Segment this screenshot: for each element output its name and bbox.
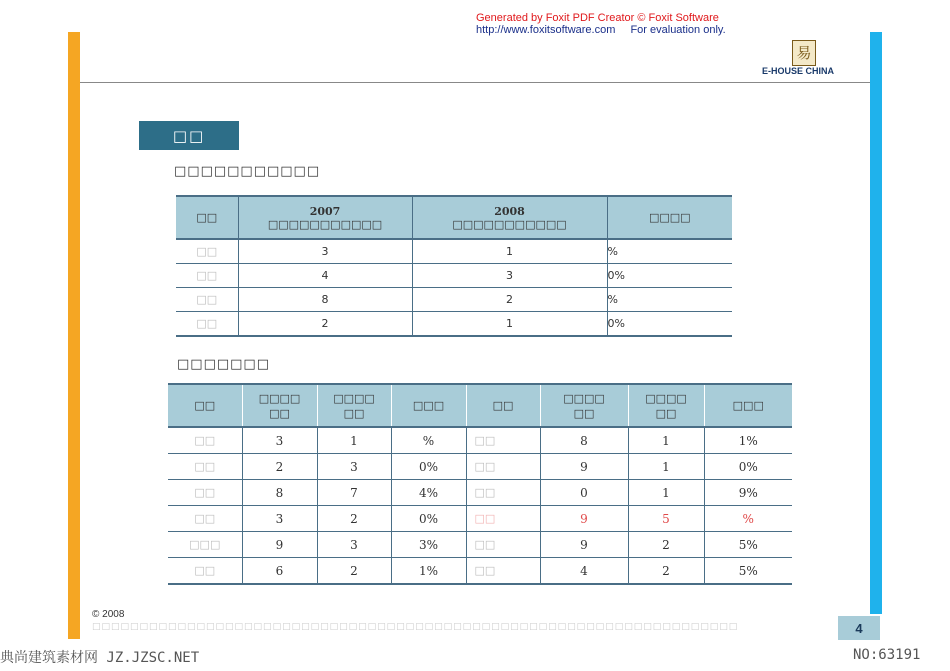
table-header: □□□ [704, 384, 792, 427]
table-header: □□□ [391, 384, 466, 427]
cell: 3 [242, 506, 317, 532]
cell: 5% [704, 558, 792, 585]
table-row [176, 312, 732, 337]
table-row [168, 454, 792, 480]
right-accent-bar [870, 32, 882, 614]
cell: 3 [242, 427, 317, 454]
cell: □□ [466, 454, 540, 480]
cell: 1 [628, 454, 704, 480]
header-sub: □□□□□□□□□□□ [452, 217, 567, 231]
table-row [168, 506, 792, 532]
cell: 0% [607, 312, 732, 337]
cell: 1% [704, 427, 792, 454]
cell: % [607, 288, 732, 312]
cell: 5% [704, 532, 792, 558]
cell: 2 [242, 454, 317, 480]
cell: □□ [466, 532, 540, 558]
table-header [238, 196, 412, 239]
row-label: □□ [168, 506, 242, 532]
cell: 1 [412, 239, 607, 264]
header-year: 2007 [309, 204, 341, 218]
cell: 1 [628, 480, 704, 506]
section-tab: □□ [139, 121, 239, 150]
table-header: □□□□ □□ [242, 384, 317, 427]
ehouse-logo-text: E-HOUSE CHINA [762, 66, 835, 76]
cell: % [607, 239, 732, 264]
row-label: □□ [176, 312, 238, 337]
cell: 4% [391, 480, 466, 506]
cell: 9 [242, 532, 317, 558]
cell: □□ [466, 480, 540, 506]
site-watermark: 典尚建筑素材网 JZ.JZSC.NET [0, 650, 200, 666]
cell: 3 [317, 454, 391, 480]
table-header: □□□□ □□ [628, 384, 704, 427]
table-header: □□ [466, 384, 540, 427]
detail-table [168, 383, 792, 585]
cell: 2 [628, 532, 704, 558]
left-accent-bar [68, 32, 80, 639]
cell: 9 [540, 532, 628, 558]
page-number: 4 [838, 616, 880, 640]
table-row [168, 558, 792, 585]
cell: 4 [238, 264, 412, 288]
table-header: □□ [176, 196, 238, 239]
cell: 7 [317, 480, 391, 506]
cell: 9 [540, 506, 628, 532]
cell: 2 [412, 288, 607, 312]
row-label: □□ [168, 454, 242, 480]
cell: 4 [540, 558, 628, 585]
header-divider [80, 82, 870, 83]
disclaimer: □□□□□□□□□□□□□□□□□□□□□□□□□□□□□□□□□□□□□□□□□□□□□□□□□□□□□□□□□□□□□□□□□□□□ [92, 622, 739, 632]
cell: 8 [242, 480, 317, 506]
cell: 1 [317, 427, 391, 454]
cell: 3 [412, 264, 607, 288]
cell: % [391, 427, 466, 454]
table-row [168, 480, 792, 506]
row-label: □□□ [168, 532, 242, 558]
row-label: □□ [176, 288, 238, 312]
watermark-line: Generated by Foxit PDF Creator © Foxit Software [476, 12, 719, 24]
table-header: □□□□ □□ [540, 384, 628, 427]
table-row [176, 288, 732, 312]
cell: 8 [540, 427, 628, 454]
cell: 6 [242, 558, 317, 585]
comparison-table [176, 195, 732, 337]
watermark-eval: For evaluation only. [630, 24, 726, 36]
table1-title: □□□□□□□□□□□ [174, 164, 321, 179]
table2-title: □□□□□□□ [177, 357, 270, 372]
table-header: □□□□ □□ [317, 384, 391, 427]
row-label: □□ [168, 558, 242, 585]
cell: 9 [540, 454, 628, 480]
cell: 2 [317, 558, 391, 585]
copyright: © 2008 [92, 609, 125, 620]
cell: □□ [466, 427, 540, 454]
cell: 0 [540, 480, 628, 506]
cell: 1 [412, 312, 607, 337]
cell: □□ [466, 558, 540, 585]
table-row [168, 427, 792, 454]
detail-table-body [168, 427, 792, 584]
table-row [168, 532, 792, 558]
header-year: 2008 [494, 204, 525, 218]
cell: 0% [391, 506, 466, 532]
watermark-url[interactable]: http://www.foxitsoftware.com [476, 24, 616, 36]
table-row [176, 239, 732, 264]
cell: 8 [238, 288, 412, 312]
cell: % [704, 506, 792, 532]
ehouse-logo-icon: 易 [792, 40, 816, 66]
cell: 3 [317, 532, 391, 558]
cell: 1% [391, 558, 466, 585]
table-header [412, 196, 607, 239]
row-label: □□ [176, 264, 238, 288]
doc-number: NO:63191 [853, 647, 921, 663]
cell: 5 [628, 506, 704, 532]
row-label: □□ [176, 239, 238, 264]
cell: 3 [238, 239, 412, 264]
cell: 0% [704, 454, 792, 480]
header-sub: □□□□□□□□□□□ [267, 217, 383, 231]
cell: 0% [391, 454, 466, 480]
table-header: □□ [168, 384, 242, 427]
cell: 9% [704, 480, 792, 506]
table-row [176, 264, 732, 288]
cell: 2 [317, 506, 391, 532]
table-header-row [176, 196, 732, 239]
cell: 1 [628, 427, 704, 454]
watermark-url-line [476, 24, 726, 36]
table-header-row [168, 384, 792, 427]
cell: 2 [628, 558, 704, 585]
row-label: □□ [168, 480, 242, 506]
row-label: □□ [168, 427, 242, 454]
cell: 2 [238, 312, 412, 337]
cell: 3% [391, 532, 466, 558]
table-header: □□□□ [607, 196, 732, 239]
cell: 0% [607, 264, 732, 288]
cell: □□ [466, 506, 540, 532]
